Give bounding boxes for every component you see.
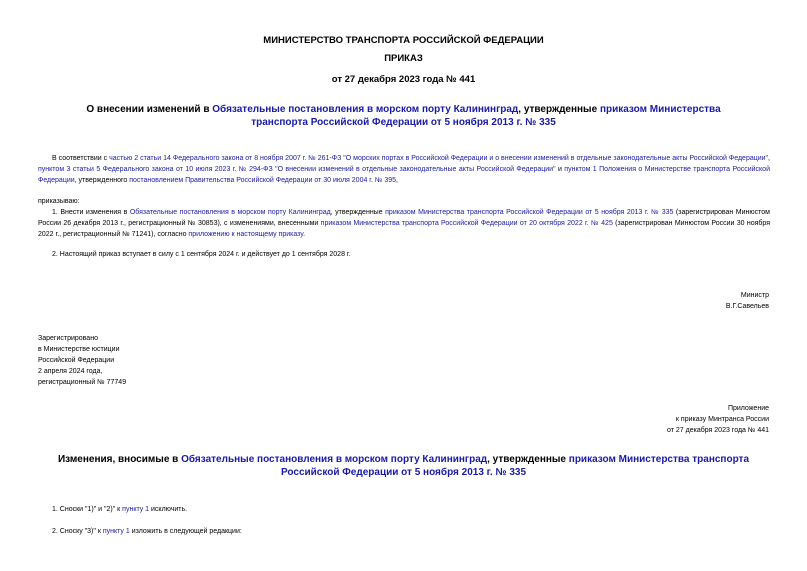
change-2-text: изложить в следующей редакции: xyxy=(129,528,242,535)
prikazyvayu-text: приказываю: xyxy=(38,198,80,205)
item-1-link-order-335[interactable]: приказом Министерства транспорта Российской Федерации от 5 ноября 2013 г. № 335 xyxy=(385,209,674,216)
item-1-link-order-425[interactable]: приказом Министерства транспорта Российской Федерации от 20 октября 2022 г. № 425 xyxy=(320,220,613,227)
preamble-text: , xyxy=(768,155,770,162)
item-1-text: 1. Внести изменения в xyxy=(52,209,130,216)
preamble-paragraph xyxy=(38,153,770,186)
change-2-link-point-1[interactable]: пункту 1 xyxy=(102,528,130,535)
preamble-text: и xyxy=(555,166,565,173)
signature-position: Министр xyxy=(740,292,769,299)
signature-name: В.Г.Савельев xyxy=(725,303,769,310)
change-1-text: 1. Сноски "1)" и "2)" к xyxy=(52,506,123,513)
preamble-text: , xyxy=(396,177,398,184)
registration-line: регистрационный № 77749 xyxy=(38,379,127,386)
item-1-text: (зарегистрирован Минюстом России 26 декабря 2013 г., регистрационный № 30853), с изменениями, внесенными xyxy=(38,209,770,227)
appendix-title-text: Изменения, вносимые в xyxy=(57,454,182,465)
preamble-link-resolution[interactable]: постановлением Правительства Российской Федерации от 30 июля 2004 г. № 395 xyxy=(129,177,397,184)
appendix-line: от 27 декабря 2023 года № 441 xyxy=(667,427,769,434)
title-link-regulations[interactable]: Обязательные постановления в морском порту Калининград xyxy=(212,104,519,115)
change-2-paragraph xyxy=(38,526,770,537)
appendix-block xyxy=(667,403,769,436)
title-text: О внесении изменений в xyxy=(86,104,213,115)
preamble-link-port-law[interactable]: частью 2 статьи 14 Федерального закона от 8 ноября 2007 г. № 261-ФЗ "О морских портах в Российской Федерации и о внесении изменений в отдельные законодательные акты Российской Федерации" xyxy=(109,155,769,162)
registration-line: 2 апреля 2024 года, xyxy=(38,368,103,375)
appendix-line: к приказу Минтранса России xyxy=(675,416,769,423)
registration-line: Российской Федерации xyxy=(38,357,115,364)
preamble-text: , утвержденного xyxy=(74,177,130,184)
registration-line: в Министерстве юстиции xyxy=(38,346,120,353)
change-2-text: 2. Сноску "3)" к xyxy=(52,528,103,535)
preamble-link-regulation[interactable]: пунктом 1 Положения о Министерстве транспорта Российской Федерации xyxy=(38,166,770,184)
change-1-paragraph xyxy=(38,504,770,515)
document-type: ПРИКАЗ xyxy=(384,53,423,64)
appendix-title xyxy=(30,453,777,479)
registration-block xyxy=(38,333,126,388)
ministry-heading: МИНИСТЕРСТВО ТРАНСПОРТА РОССИЙСКОЙ ФЕДЕРАЦИИ xyxy=(263,35,544,46)
item-1-text: . xyxy=(303,231,306,238)
item-1-link-appendix[interactable]: приложению к настоящему приказу xyxy=(188,231,304,238)
item-1-link-regulations[interactable]: Обязательные постановления в морском порту Калининград xyxy=(129,209,331,216)
item-1-paragraph xyxy=(38,207,770,240)
signature-block xyxy=(726,290,769,312)
title-text: , утвержденные xyxy=(518,104,600,115)
preamble-link-law-294[interactable]: пунктом 3 статьи 5 Федерального закона от 10 июля 2023 г. № 294-ФЗ "О внесении изменений в отдельные законодательные акты Российской Федерации" xyxy=(38,166,556,173)
document-date-number: от 27 декабря 2023 года № 441 xyxy=(331,74,476,85)
appendix-title-text: , утвержденные xyxy=(487,454,569,465)
change-1-text: исключить. xyxy=(149,506,188,513)
item-2-paragraph: 2. Настоящий приказ вступает в силу с 1 сентября 2024 г. и действует до 1 сентября 2028 г. xyxy=(52,251,351,258)
change-1-link-point-1[interactable]: пункту 1 xyxy=(122,506,150,513)
preamble-text: В соответствии с xyxy=(52,155,110,162)
registration-line: Зарегистрировано xyxy=(38,335,98,342)
appendix-title-link-regulations[interactable]: Обязательные постановления в морском порту Калининград xyxy=(181,454,488,465)
title-link-order[interactable]: приказом Министерства транспорта Российской Федерации от 5 ноября 2013 г. № 335 xyxy=(251,104,721,128)
appendix-title-link-order[interactable]: приказом Министерства транспорта Российской Федерации от 5 ноября 2013 г. № 335 xyxy=(280,454,750,478)
item-1-text: (зарегистрирован Минюстом России 30 ноября 2022 г., регистрационный № 71241), согласно xyxy=(38,220,770,238)
appendix-line: Приложение xyxy=(727,405,769,412)
document-title xyxy=(60,103,747,129)
item-1-text: , утвержденные xyxy=(330,209,386,216)
